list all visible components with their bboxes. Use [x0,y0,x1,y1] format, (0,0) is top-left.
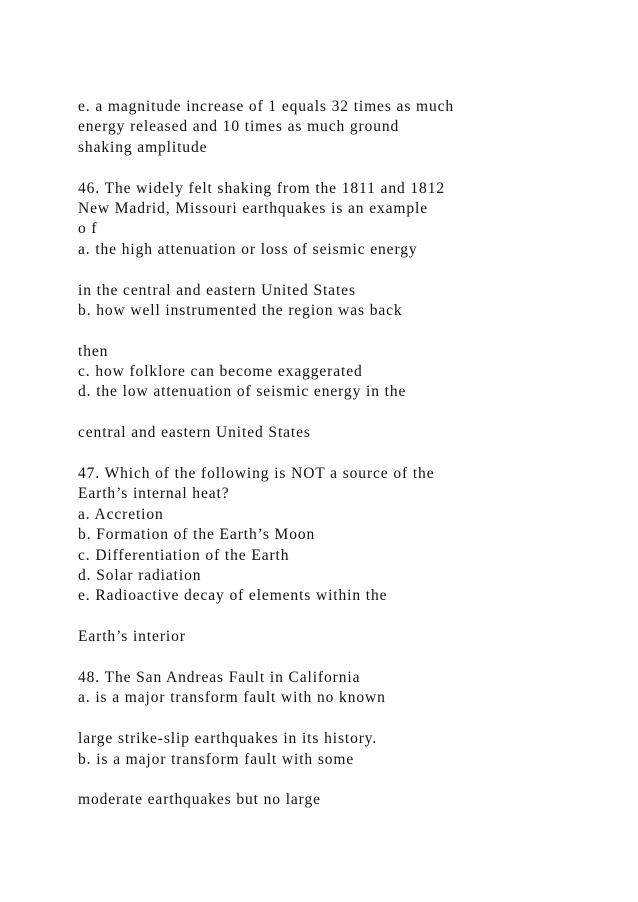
question-46-line-2: New Madrid, Missouri earthquakes is an example [78,199,429,217]
answer-47e-line-2: Earth’s interior [78,628,186,646]
blank-line [78,158,618,178]
question-46-line-1: 46. The widely felt shaking from the 1811 and 1812 [78,179,445,197]
document-page [78,97,618,811]
answer-46d-line-2: central and eastern United States [78,424,311,442]
answer-45e-line-3: shaking amplitude [78,138,208,156]
answer-46a-line-1: a. the high attenuation or loss of seismic energy [78,240,418,258]
answer-48b-line-1: b. is a major transform fault with some [78,750,355,768]
blank-line [78,321,618,341]
answer-48a-line-1: a. is a major transform fault with no known [78,689,386,707]
answer-46d-line-1: d. the low attenuation of seismic energy in the [78,383,407,401]
answer-47c: c. Differentiation of the Earth [78,546,290,564]
answer-48b-line-2: moderate earthquakes but no large [78,791,321,809]
question-47-line-2: Earth’s internal heat? [78,485,230,503]
blank-line [78,709,618,729]
blank-line [78,260,618,280]
answer-48a-line-2: large strike-slip earthquakes in its history. [78,730,378,748]
answer-46b-line-1: b. how well instrumented the region was back [78,301,403,319]
answer-47b: b. Formation of the Earth’s Moon [78,526,316,544]
answer-46a-line-2: in the central and eastern United States [78,281,356,299]
blank-line [78,607,618,627]
blank-line [78,770,618,790]
blank-line [78,403,618,423]
answer-47e-line-1: e. Radioactive decay of elements within the [78,587,388,605]
answer-45e-line-2: energy released and 10 times as much ground [78,118,400,136]
answer-46c: c. how folklore can become exaggerated [78,363,363,381]
question-46-line-3: o f [78,220,98,238]
answer-47a: a. Accretion [78,505,164,523]
answer-47d: d. Solar radiation [78,566,202,584]
blank-line [78,648,618,668]
question-47-line-1: 47. Which of the following is NOT a source of the [78,465,435,483]
answer-45e-line-1: e. a magnitude increase of 1 equals 32 times as much [78,98,455,115]
question-48: 48. The San Andreas Fault in California [78,668,361,686]
answer-46b-line-2: then [78,342,109,360]
blank-line [78,444,618,464]
